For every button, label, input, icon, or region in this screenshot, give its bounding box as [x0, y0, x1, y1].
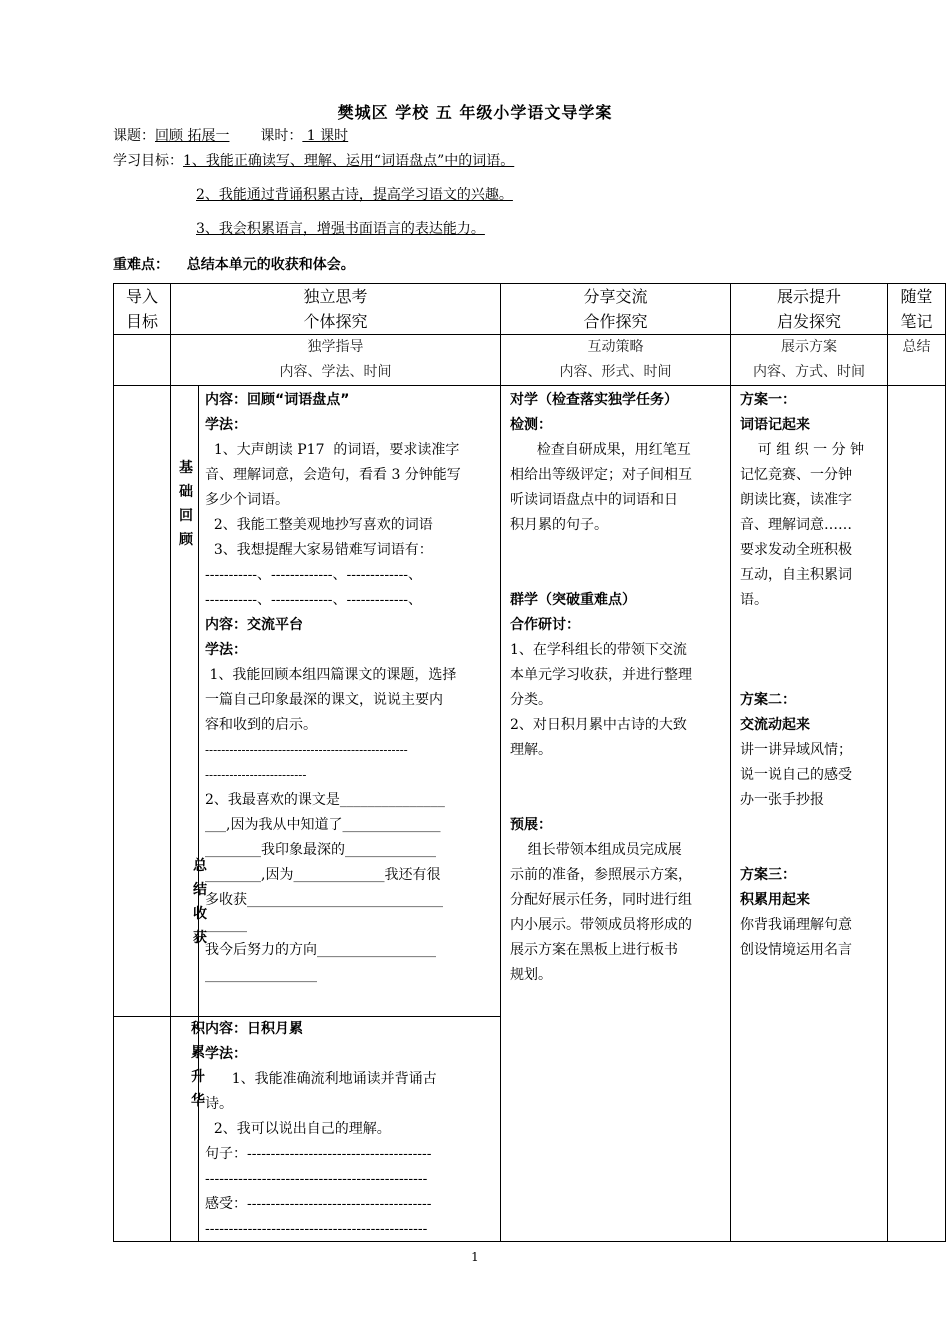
subheader-cell: 独学指导 内容、学法、时间 [171, 335, 501, 386]
subheader-cell [114, 335, 171, 386]
goals-line-1 [113, 150, 514, 170]
key-points [113, 254, 355, 274]
page-number: 1 [471, 1250, 479, 1264]
side-label-jilei: 积 累 升 华 [191, 1021, 205, 1109]
header-cell: 展示提升 启发探究 [731, 284, 888, 335]
header-cell: 导入 目标 [114, 284, 171, 335]
key-value: 总结本单元的收获和体会。 [186, 257, 355, 273]
period-value: 1 课时 [302, 128, 349, 144]
intro-cell-2 [114, 1017, 171, 1242]
cooperation-cell [501, 386, 731, 1242]
showcase-cell [731, 386, 888, 1242]
content-row-1 [114, 386, 946, 1017]
accumulate-content: 内容：日积月累 学法： 1、我能准确流利地诵读并背诵古 诗。 2、我可以说出自己的理解。 句子：--------------------------------------- ----------------------------------------------- 感受：--------------------------------------- ----------------------------------------------- [205, 1021, 437, 1237]
side-label-jichu: 基 础 回 顾 [179, 460, 193, 548]
header-cell: 独立思考 个体探究 [171, 284, 501, 335]
showcase-content: 方案一： 词语记起来 可 组 织 一 分 钟 记忆竞赛、一分钟 朗读比赛，读准字 音、理解词意…… 要求发动全班积极 互动，自主积累词 语。 方案二： 交流动起来 讲一讲异域风情； 说一说自己的感受 办一张手抄报 方案三： 积累用起来 你背我诵理解句意 创设情境运用名言 [740, 392, 865, 958]
goal-1: 1、我能正确读写、理解、运用“词语盘点”中的词语。 [183, 153, 515, 169]
notes-cell [888, 386, 946, 1242]
study-table [113, 283, 946, 1242]
header-row [114, 284, 946, 335]
self-study-cell [171, 386, 501, 1017]
course-line [113, 125, 348, 145]
cooperation-content: 对学（检查落实独学任务） 检测： 检查自研成果，用红笔互 相给出等级评定；对子间相互 听读词语盘点中的词语和日 积月累的句子。 群学（突破重难点） 合作研讨： 1、在学科组长的带领下交流 本单元学习收获，并进行整理 分类。 2、对日积月累中古诗的大致 理解。 预展： 组长带领本组成员完成展 示前的准备，参照展示方案， 分配好展示任务，同时进行组 内小展示。带领成员将形成的 展示方案在黑板上进行板书 规划。 [510, 392, 692, 983]
header-cell: 分享交流 合作探究 [501, 284, 731, 335]
intro-cell [114, 386, 171, 1017]
subheader-cell: 总结 [888, 335, 946, 386]
key-label: 重难点： [113, 257, 169, 273]
subheader-cell: 互动策略 内容、形式、时间 [501, 335, 731, 386]
course-label: 课题： [113, 128, 155, 144]
accumulate-cell [171, 1017, 501, 1242]
goal-3: 3、我会积累语言，增强书面语言的表达能力。 [196, 221, 485, 237]
header-cell: 随堂 笔记 [888, 284, 946, 335]
side-label-zongjie: 总 结 收 获 [193, 858, 207, 946]
self-study-content: 内容：回顾“词语盘点” 学法： 1、大声朗读 P17 的词语，要求读准字 音、理解词意，会造句，看看 3 分钟能写 多少个词语。 2、我能工整美观地抄写喜欢的词语 3、我想提醒大家易错难写词语有： -----------、-------------、-------------、 -----------、-------------、-------------、 内容：交流平台 学法： 1、我能回顾本组四篇课文的课题，选择 一篇自己印象最深的课文，说说主要内 容和收到的启示。 -------------------------------------------------- ------------------------- 2、我最喜欢的课文是_______________ ___,因为我从中知道了______________ ________我印象最深的_____________ ________,因为_____________我还有很 多收获____________________________ ______ 我今后努力的方向_________________ ________________ [205, 392, 461, 983]
document-title: 樊城区 学校 五 年级小学语文导学案 [337, 103, 613, 122]
subheader-cell: 展示方案 内容、方式、时间 [731, 335, 888, 386]
subheader-row [114, 335, 946, 386]
goals-label: 学习目标： [113, 153, 183, 169]
goal-2: 2、我能通过背诵积累古诗，提高学习语文的兴趣。 [196, 187, 513, 203]
course-value: 回顾 拓展一 [155, 128, 230, 144]
period-label: 课时： [260, 128, 303, 144]
